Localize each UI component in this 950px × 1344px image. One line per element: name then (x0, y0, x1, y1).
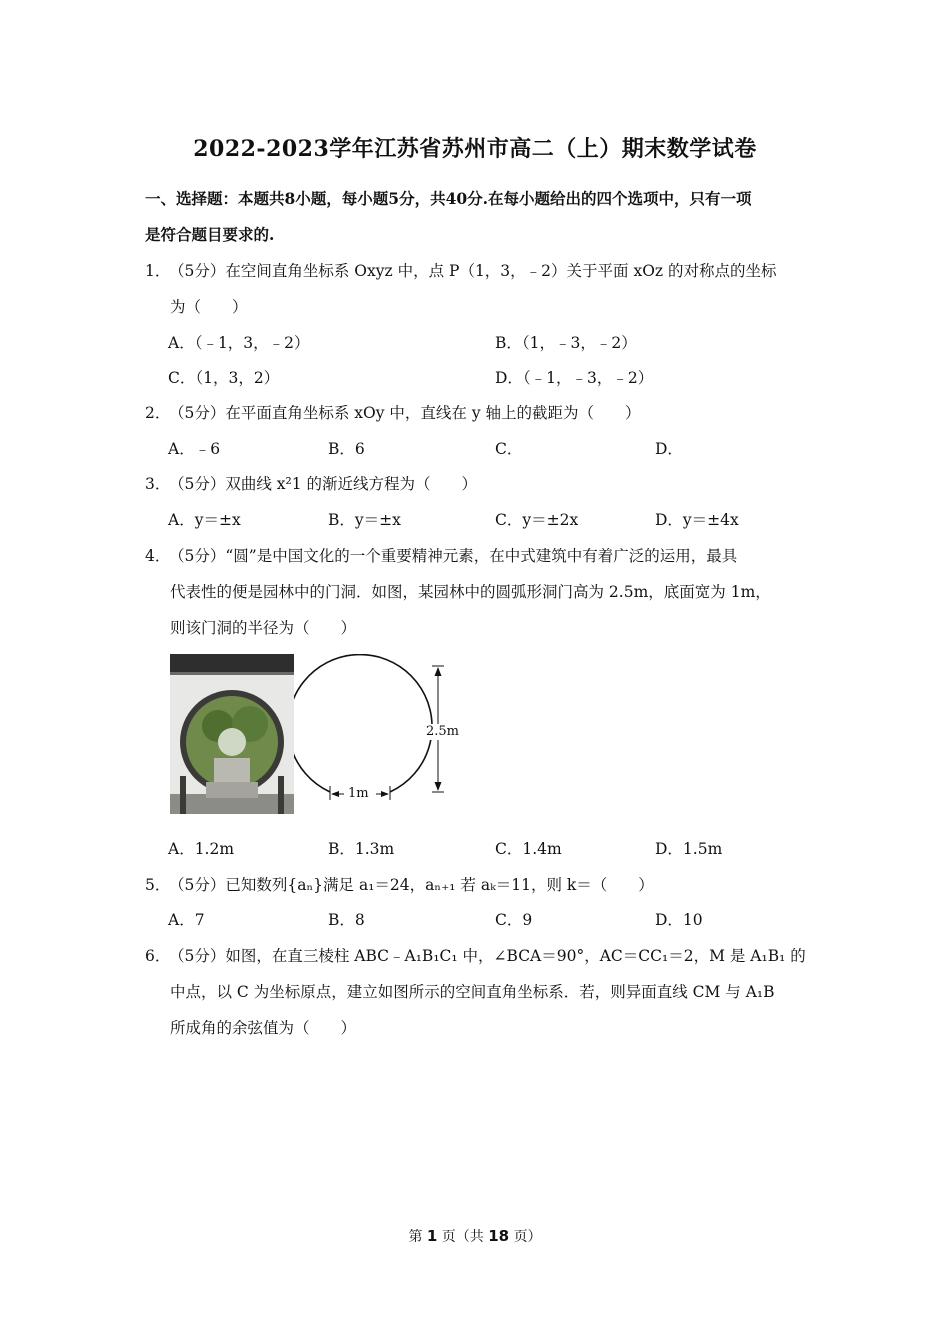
question-4-figure (170, 654, 470, 816)
question-1-options-row2 (168, 360, 828, 396)
section-heading-line2: 是符合题目要求的. (145, 225, 275, 244)
question-4-line3: 则该门洞的半径为（ ） (170, 619, 357, 637)
question-number: 3． (145, 475, 171, 493)
question-5-line1: （5分）已知数列{aₙ}满足 a₁＝24，aₙ₊₁ 若 aₖ＝11，则 k＝（ ） (169, 876, 654, 894)
height-label: 2.5m (426, 724, 460, 739)
question-3-options (168, 502, 828, 538)
section-heading-line1: 一、选择题：本题共8小题，每小题5分，共40分.在每小题给出的四个选项中，只有一项 (145, 189, 752, 208)
question-number: 1． (145, 262, 171, 280)
question-4-options (168, 831, 828, 867)
moon-gate-photo (170, 654, 294, 814)
question-6-line1: （5分）如图，在直三棱柱 ABC﹣A₁B₁C₁ 中，∠BCA＝90°，AC＝CC₁＝2，M 是 A₁B₁ 的 (169, 947, 806, 965)
option-d[interactable]: D．（﹣1，﹣3，﹣2） (495, 369, 654, 387)
option-d[interactable]: D．10 (655, 911, 703, 929)
option-b[interactable]: B．y＝±x (328, 511, 401, 529)
option-d[interactable]: D．y＝±4x (655, 511, 739, 529)
question-3-line1: （5分）双曲线 x²1 的渐近线方程为（ ） (169, 475, 478, 493)
option-b[interactable]: B．6 (328, 440, 365, 458)
option-c[interactable]: C．（1，3，2） (168, 369, 280, 387)
option-a[interactable]: A．7 (168, 911, 205, 929)
option-a[interactable]: A．﹣6 (168, 440, 221, 458)
option-c[interactable]: C． (495, 440, 523, 458)
option-d[interactable]: D． (655, 440, 683, 458)
question-6-line2: 中点，以 C 为坐标原点，建立如图所示的空间直角坐标系．若，则异面直线 CM 与 A₁B (170, 983, 775, 1001)
section-heading (145, 181, 815, 253)
footer-prefix: 第 (408, 1229, 423, 1245)
footer-middle: 页（共 (441, 1229, 484, 1245)
option-d[interactable]: D．1.5m (655, 840, 723, 858)
question-2 (145, 395, 815, 431)
question-4-line1: （5分）“圆”是中国文化的一个重要精神元素，在中式建筑中有着广泛的运用，最具 (169, 547, 738, 565)
question-5 (145, 867, 815, 903)
option-a[interactable]: A．1.2m (168, 840, 235, 858)
question-4-line2: 代表性的便是园林中的门洞．如图，某园林中的圆弧形洞门高为 2.5m，底面宽为 1m， (170, 583, 771, 601)
footer-page-number: 1 (426, 1227, 438, 1245)
question-number: 2． (145, 404, 171, 422)
question-1 (145, 253, 815, 325)
option-c[interactable]: C．y＝±2x (495, 511, 579, 529)
page-footer (0, 1226, 950, 1246)
question-6-line3: 所成角的余弦值为（ ） (170, 1019, 357, 1037)
question-5-options (168, 902, 828, 938)
question-number: 4． (145, 547, 171, 565)
option-c[interactable]: C．1.4m (495, 840, 562, 858)
footer-suffix: 页） (513, 1229, 542, 1245)
option-a[interactable]: A．（﹣1，3，﹣2） (168, 334, 310, 352)
option-b[interactable]: B．（1，﹣3，﹣2） (495, 334, 637, 352)
question-1-line2: 为（ ） (170, 298, 248, 316)
option-c[interactable]: C．9 (495, 911, 533, 929)
page-title: 2022-2023学年江苏省苏州市高二（上）期末数学试卷 (193, 136, 757, 162)
question-3 (145, 466, 815, 502)
question-6 (145, 938, 815, 1046)
question-1-options-row1 (168, 325, 828, 361)
question-number: 6． (145, 947, 171, 965)
question-number: 5． (145, 876, 171, 894)
question-2-line1: （5分）在平面直角坐标系 xOy 中，直线在 y 轴上的截距为（ ） (169, 404, 641, 422)
width-label: 1m (348, 786, 369, 801)
question-1-line1: （5分）在空间直角坐标系 Oxyz 中，点 P（1，3，﹣2）关于平面 xOz 的对称点的坐标 (169, 262, 777, 280)
question-4 (145, 538, 815, 646)
question-2-options (168, 431, 828, 467)
footer-total-pages: 18 (488, 1227, 510, 1245)
option-b[interactable]: B．1.3m (328, 840, 395, 858)
option-a[interactable]: A．y＝±x (168, 511, 241, 529)
option-b[interactable]: B．8 (328, 911, 365, 929)
